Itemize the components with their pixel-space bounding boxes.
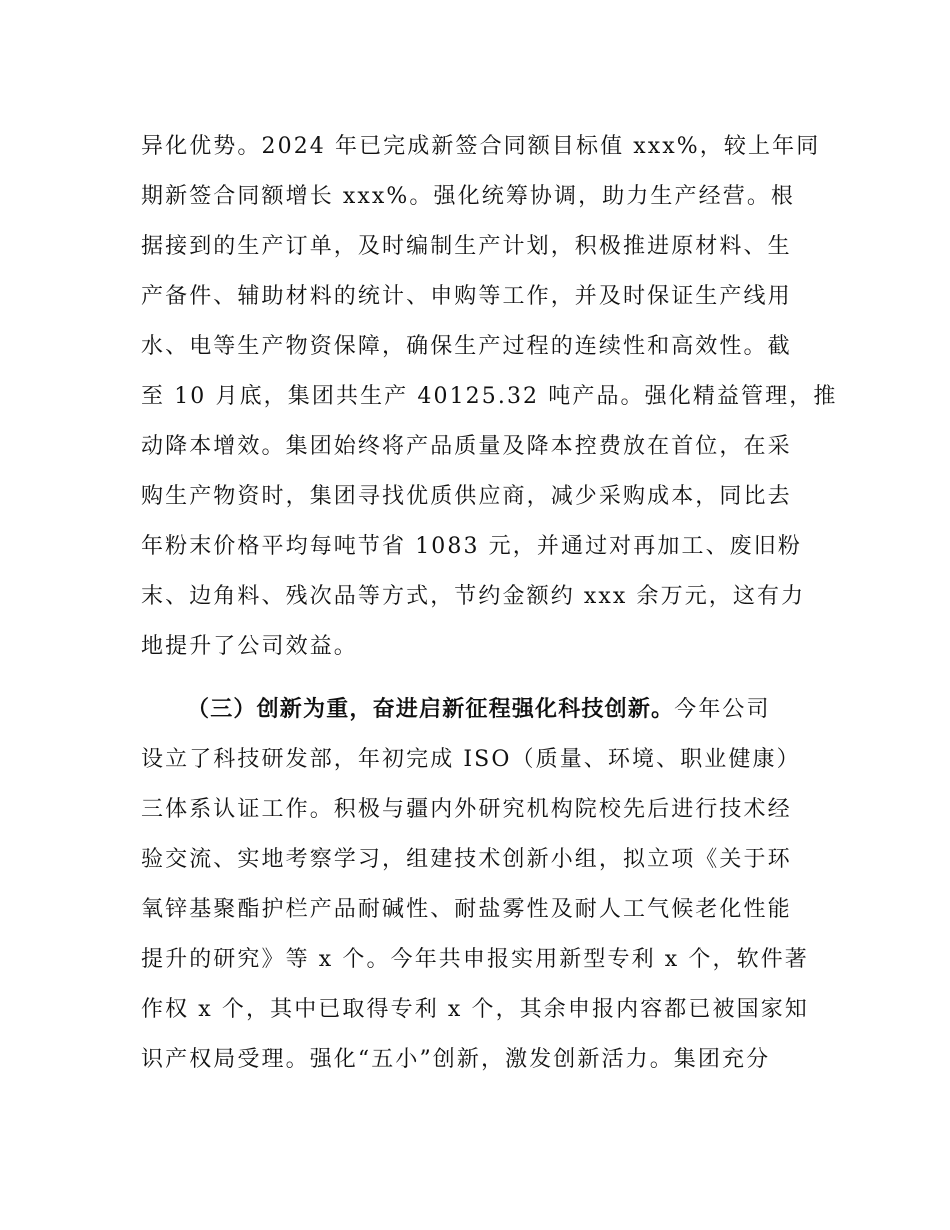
paragraph-1-line: 末、边角料、残次品等方式，节约金额约 xxx 余万元，这有力 — [141, 584, 806, 609]
paragraph-2-line: 作权 x 个，其中已取得专利 x 个，其余申报内容都已被国家知 — [141, 997, 809, 1022]
paragraph-2-line: 验交流、实地考察学习，组建技术创新小组，拟立项《关于环 — [141, 847, 792, 872]
paragraph-1-line: 水、电等生产物资保障，确保生产过程的连续性和高效性。截 — [141, 334, 792, 359]
paragraph-1-line: 地提升了公司效益。 — [141, 634, 358, 659]
paragraph-1-line: 动降本增效。集团始终将产品质量及降本控费放在首位，在采 — [141, 434, 792, 459]
paragraph-2-line: 设立了科技研发部，年初完成 ISO（质量、环境、职业健康） — [141, 747, 801, 772]
paragraph-1-line: 产备件、辅助材料的统计、申购等工作，并及时保证生产线用 — [141, 284, 792, 309]
paragraph-2-line: 三体系认证工作。积极与疆内外研究机构院校先后进行技术经 — [141, 797, 792, 822]
paragraph-2-line: 氧锌基聚酯护栏产品耐碱性、耐盐雾性及耐人工气候老化性能 — [141, 897, 792, 922]
section-heading: （三）创新为重，奋进启新征程 — [187, 697, 512, 722]
paragraph-2-line: 识产权局受理。强化“五小”创新，激发创新活力。集团充分 — [141, 1047, 771, 1072]
paragraph-1-line: 购生产物资时，集团寻找优质供应商，减少采购成本，同比去 — [141, 484, 792, 509]
section-subheading: 强化科技创新。 — [511, 697, 675, 722]
paragraph-2-first-line — [187, 692, 771, 723]
paragraph-1-line: 年粉末价格平均每吨节省 1083 元，并通过对再加工、废旧粉 — [141, 534, 802, 559]
paragraph-2-first-line-text: 今年公司 — [674, 697, 771, 722]
paragraph-1-line: 至 10 月底，集团共生产 40125.32 吨产品。强化精益管理，推 — [141, 384, 838, 409]
paragraph-1-line: 期新签合同额增长 xxx%。强化统筹协调，助力生产经营。根 — [141, 184, 796, 209]
paragraph-2-line: 提升的研究》等 x 个。今年共申报实用新型专利 x 个，软件著 — [141, 947, 809, 972]
paragraph-1-line: 据接到的生产订单，及时编制生产计划，积极推进原材料、生 — [141, 234, 792, 259]
paragraph-1-line: 异化优势。2024 年已完成新签合同额目标值 xxx%，较上年同 — [141, 134, 821, 159]
